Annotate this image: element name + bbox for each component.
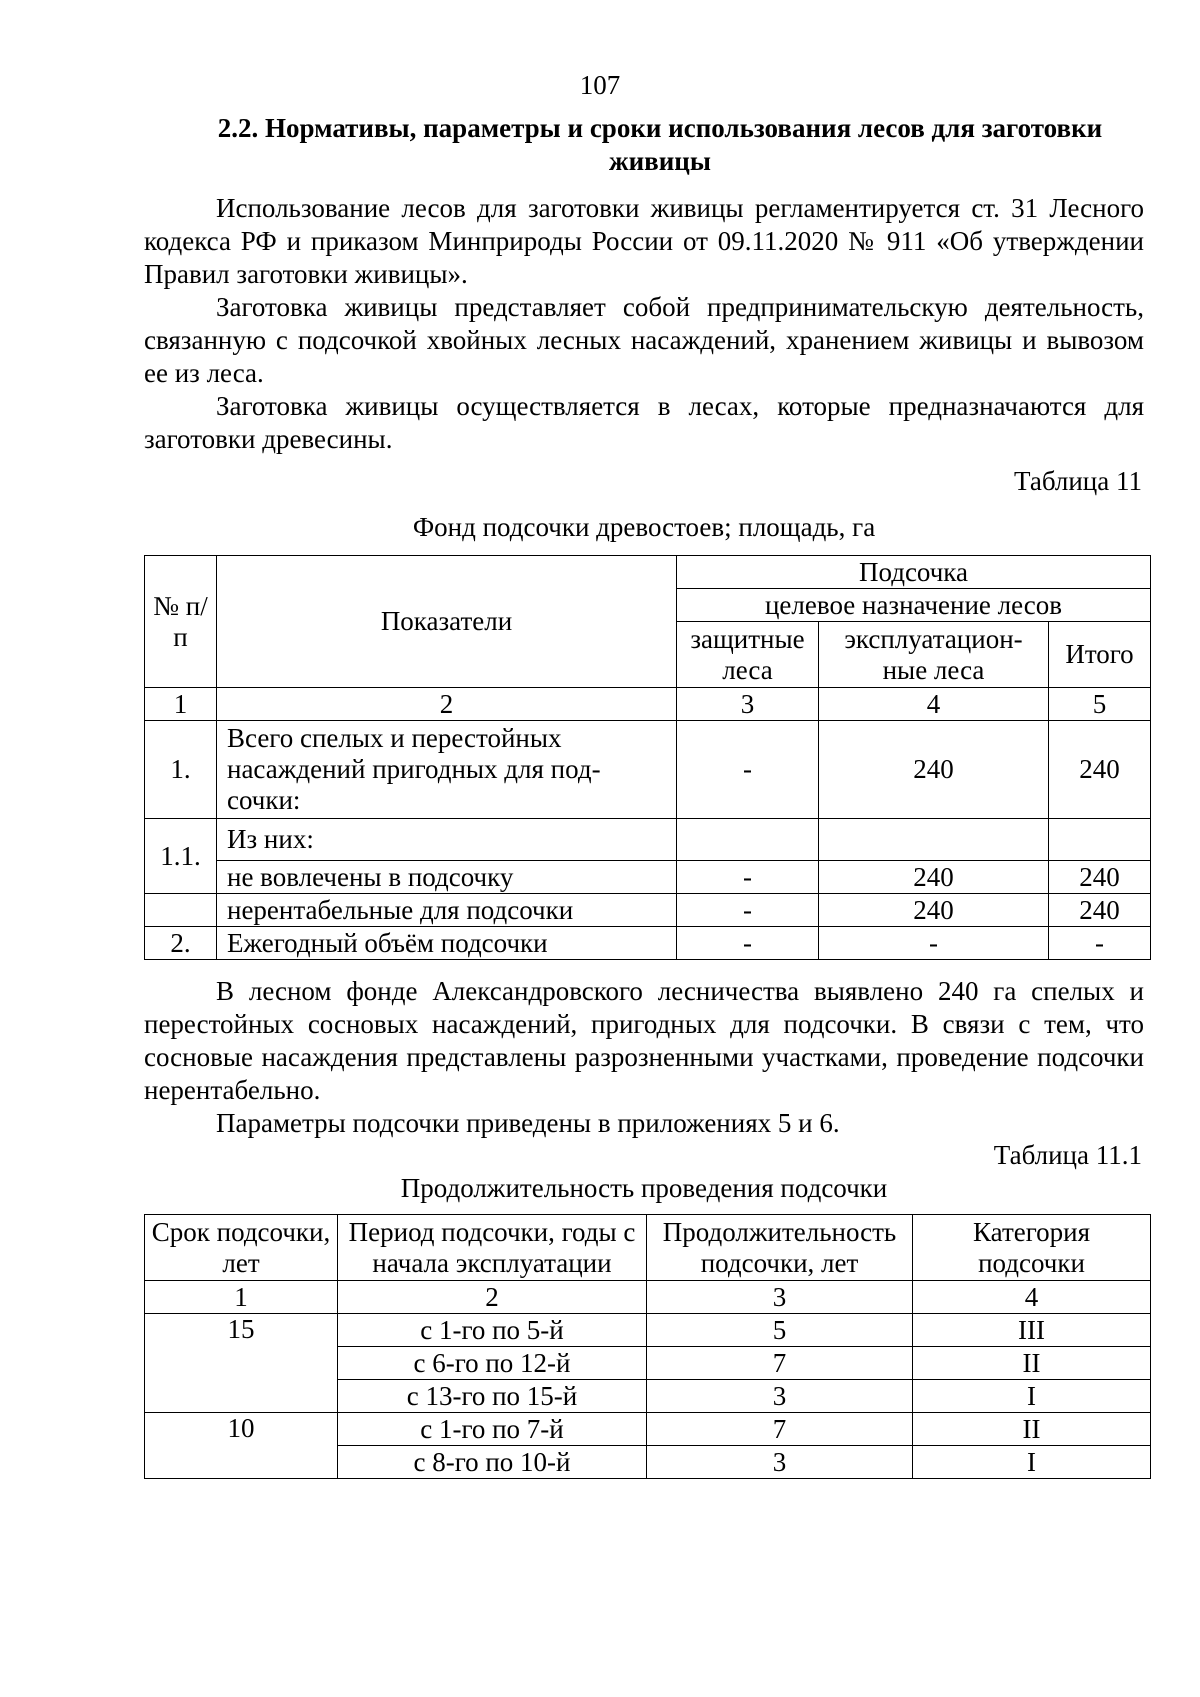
- row-period: с 1-го по 5-й: [338, 1314, 647, 1347]
- row-period: с 6-го по 12-й: [338, 1347, 647, 1380]
- col-number: 1: [145, 688, 217, 721]
- col-number: 1: [145, 1281, 338, 1314]
- row-exploitation: -: [819, 927, 1049, 960]
- row-exploitation: 240: [819, 861, 1049, 894]
- row-duration: 3: [647, 1446, 913, 1479]
- row-protective: [677, 819, 819, 861]
- row-category: II: [913, 1413, 1151, 1446]
- page-number: 107: [579, 70, 621, 100]
- row-protective: -: [677, 894, 819, 927]
- table-label: Таблица 11: [1014, 466, 1142, 496]
- row-category: II: [913, 1347, 1151, 1380]
- paragraph: Параметры подсочки приведены в приложениях 5 и 6.: [216, 1108, 840, 1138]
- row-total: [1049, 819, 1151, 861]
- header-purpose: целевое назначение лесов: [677, 589, 1151, 622]
- table-row: [145, 1314, 1151, 1347]
- row-num: 1.1.: [145, 819, 217, 894]
- header-num: № п/п: [145, 556, 217, 688]
- podsochka-duration-table: [144, 1214, 1151, 1479]
- col-number: 5: [1049, 688, 1151, 721]
- table-row: [145, 927, 1151, 960]
- header-total: Итого: [1049, 622, 1151, 688]
- row-name: не вовлечены в подсочку: [217, 861, 677, 894]
- row-category: I: [913, 1446, 1151, 1479]
- table-row: [145, 861, 1151, 894]
- row-exploitation: 240: [819, 894, 1049, 927]
- paragraph: Использование лесов для заготовки живицы регламентируется ст. 31 Лесного кодекса РФ и приказом Минприроды России от 09.11.2020 № 911 «Об утверждении Правил заготовки живицы».: [144, 193, 1144, 289]
- row-name: нерентабельные для подсочки: [217, 894, 677, 927]
- table-row: [145, 721, 1151, 819]
- col-number: 2: [217, 688, 677, 721]
- row-duration: 5: [647, 1314, 913, 1347]
- row-name: Всего спелых и перестойных насаждений пригодных для под- сочки:: [217, 721, 677, 819]
- row-num: 2.: [145, 927, 217, 960]
- row-duration: 3: [647, 1380, 913, 1413]
- col-number: 3: [647, 1281, 913, 1314]
- paragraph: Заготовка живицы представляет собой предпринимательскую деятельность, связанную с подсочкой хвойных лесных насаждений, хранением живицы и вывозом ее из леса.: [144, 292, 1144, 388]
- row-total: 240: [1049, 894, 1151, 927]
- section-heading: 2.2. Нормативы, параметры и сроки использования лесов для заготовки живицы: [217, 113, 1103, 176]
- row-protective: -: [677, 861, 819, 894]
- header-category: Категория подсочки: [913, 1215, 1151, 1281]
- row-duration: 7: [647, 1413, 913, 1446]
- row-total: -: [1049, 927, 1151, 960]
- header-exploitation: эксплуатацион- ные леса: [819, 622, 1049, 688]
- table-caption: Продолжительность проведения подсочки: [400, 1173, 888, 1203]
- row-term: 10: [145, 1413, 338, 1479]
- table-caption: Фонд подсочки древостоев; площадь, га: [412, 512, 876, 542]
- row-period: с 8-го по 10-й: [338, 1446, 647, 1479]
- col-number: 2: [338, 1281, 647, 1314]
- row-category: I: [913, 1380, 1151, 1413]
- paragraph: В лесном фонде Александровского лесничества выявлено 240 га спелых и перестойных сосновых насаждений, пригодных для подсочки. В связи с тем, что сосновые насаждения представлены разрозненными участками, проведение подсочки нерентабельно.: [144, 976, 1144, 1105]
- col-number: 4: [913, 1281, 1151, 1314]
- header-indicators: Показатели: [217, 556, 677, 688]
- header-duration: Продолжительность подсочки, лет: [647, 1215, 913, 1281]
- row-protective: -: [677, 927, 819, 960]
- podsochka-fund-table: [144, 555, 1151, 960]
- row-protective: -: [677, 721, 819, 819]
- table-row: [145, 1413, 1151, 1446]
- header-protective: защитные леса: [677, 622, 819, 688]
- header-term: Срок подсочки, лет: [145, 1215, 338, 1281]
- table-label: Таблица 11.1: [993, 1140, 1142, 1170]
- row-total: 240: [1049, 721, 1151, 819]
- row-name: Ежегодный объём подсочки: [217, 927, 677, 960]
- row-exploitation: [819, 819, 1049, 861]
- header-period: Период подсочки, годы с начала эксплуатации: [338, 1215, 647, 1281]
- row-exploitation: 240: [819, 721, 1049, 819]
- row-period: с 13-го по 15-й: [338, 1380, 647, 1413]
- row-period: с 1-го по 7-й: [338, 1413, 647, 1446]
- table-row: [145, 819, 1151, 861]
- col-number: 4: [819, 688, 1049, 721]
- row-term: 15: [145, 1314, 338, 1413]
- row-name: Из них:: [217, 819, 677, 861]
- row-num: 1.: [145, 721, 217, 819]
- paragraph: Заготовка живицы осуществляется в лесах, которые предназначаются для заготовки древесины.: [144, 391, 1144, 454]
- row-total: 240: [1049, 861, 1151, 894]
- table-row: [145, 894, 1151, 927]
- row-num: [145, 894, 217, 927]
- col-number: 3: [677, 688, 819, 721]
- row-category: III: [913, 1314, 1151, 1347]
- row-duration: 7: [647, 1347, 913, 1380]
- header-podsochka: Подсочка: [677, 556, 1151, 589]
